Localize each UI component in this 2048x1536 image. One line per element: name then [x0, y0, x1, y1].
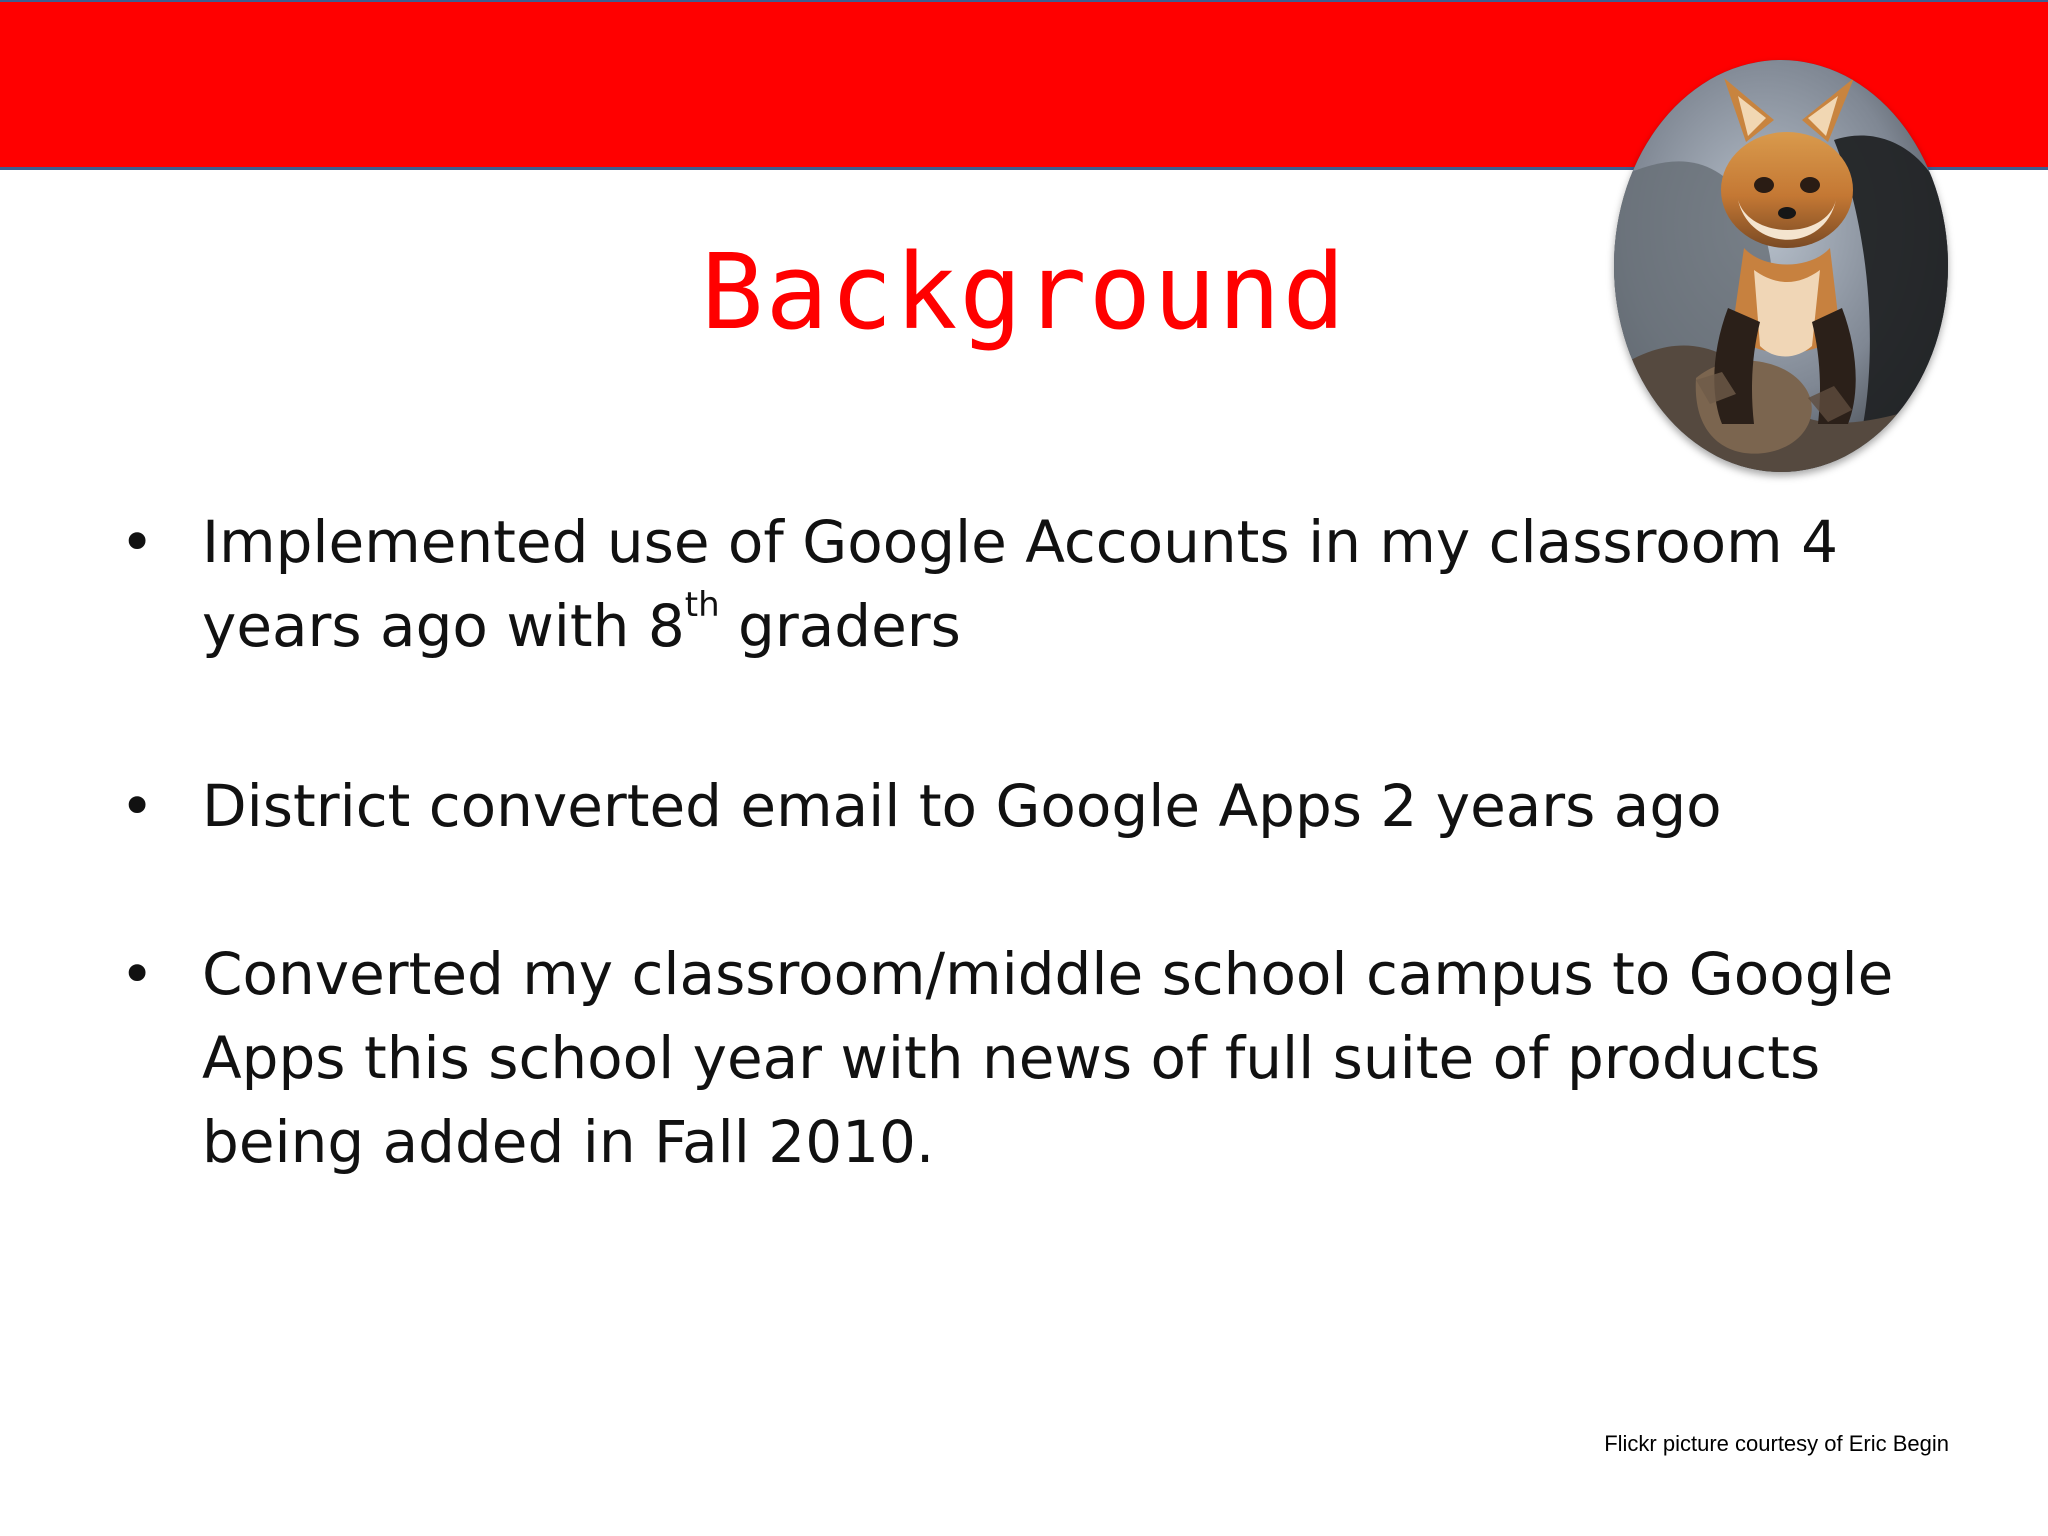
bullet-item-google-accounts: [120, 500, 1940, 668]
bullet-item-campus-conversion: [120, 932, 1940, 1184]
bullet-text-part: graders: [719, 592, 961, 660]
photo-credit: Flickr picture courtesy of Eric Begin: [1604, 1431, 1949, 1456]
ordinal-superscript: th: [684, 585, 720, 625]
bullet-text-part: Implemented use of Google Accounts in my classroom 4 years ago with 8: [202, 508, 1839, 660]
bullet-item-district-email: [120, 764, 1940, 848]
slide-title: Background: [700, 231, 1348, 353]
bullet-text: District converted email to Google Apps 2 years ago: [202, 772, 1722, 840]
bullet-text: Converted my classroom/middle school campus to Google Apps this school year with news of full suite of products being added in Fall 2010.: [202, 940, 1894, 1176]
bullet-list: [120, 500, 1940, 1184]
